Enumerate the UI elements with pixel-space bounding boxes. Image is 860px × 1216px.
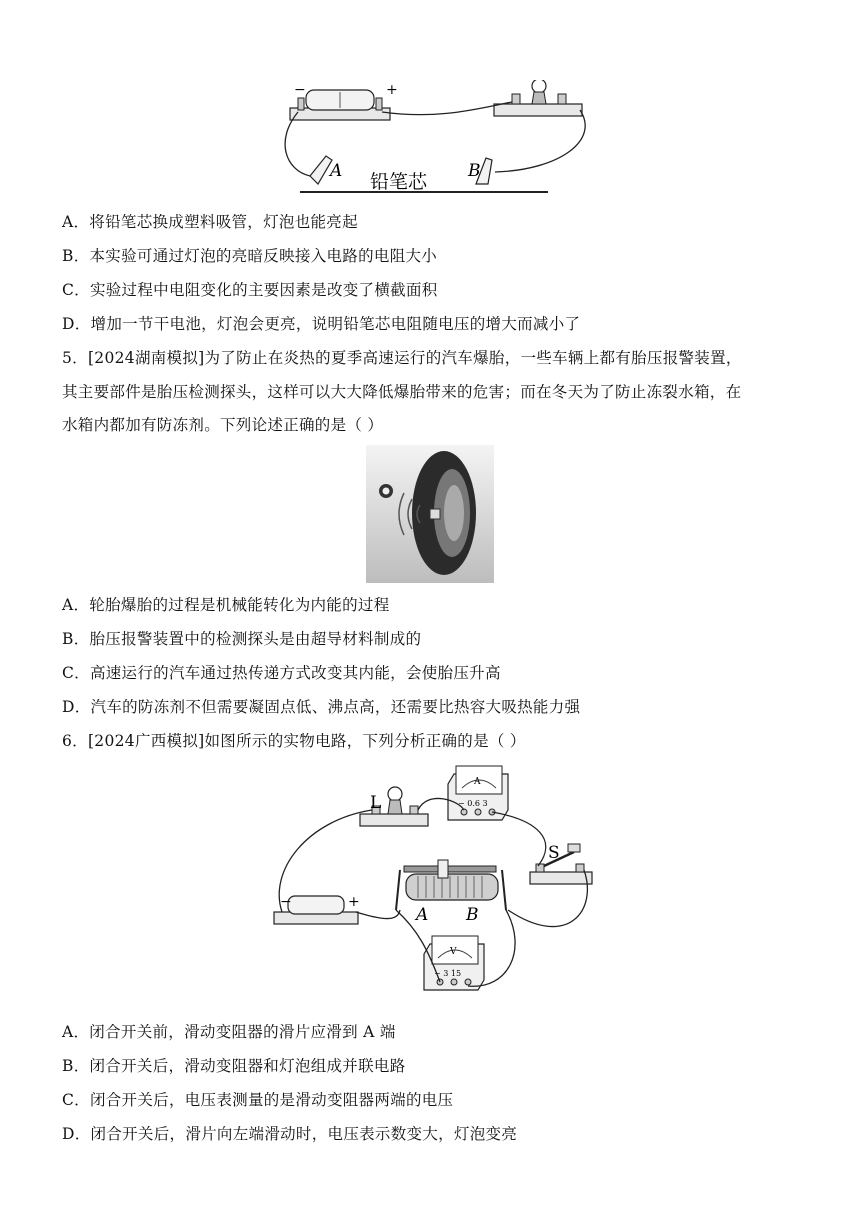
q4-option-d: D．增加一节干电池，灯泡会更亮，说明铅笔芯电阻随电压的增大而减小了 bbox=[62, 315, 581, 333]
lamp-board bbox=[360, 814, 428, 826]
lamp-bulb bbox=[532, 80, 546, 93]
q5-stem-line3: 水箱内都加有防冻剂。下列论述正确的是（ ） bbox=[62, 416, 384, 434]
switch-label: S bbox=[548, 843, 560, 863]
q5-stem-line1: 5．[2024湖南模拟]为了防止在炎热的夏季高速运行的汽车爆胎，一些车辆上都有胎压报警装置， bbox=[62, 349, 742, 367]
lamp-label: L bbox=[370, 793, 382, 813]
q6-option-c: C．闭合开关后，电压表测量的是滑动变阻器两端的电压 bbox=[62, 1091, 454, 1109]
q5-option-a: A．轮胎爆胎的过程是机械能转化为内能的过程 bbox=[62, 596, 390, 614]
wire-left bbox=[285, 112, 310, 176]
battery bbox=[288, 896, 344, 914]
q5-option-c: C．高速运行的汽车通过热传递方式改变其内能，会使胎压升高 bbox=[62, 664, 501, 682]
q5-option-d: D．汽车的防冻剂不但需要凝固点低、沸点高，还需要比热容大吸热能力强 bbox=[62, 698, 581, 716]
q4-option-b: B．本实验可通过灯泡的亮暗反映接入电路的电阻大小 bbox=[62, 247, 438, 265]
battery-minus-label: − bbox=[294, 82, 306, 98]
tire-pressure-sensor bbox=[430, 509, 440, 519]
clip-b-label: B bbox=[468, 161, 481, 181]
lamp-bulb bbox=[388, 787, 402, 801]
rheostat-b-label: B bbox=[466, 905, 479, 925]
q6-option-a: A．闭合开关前，滑动变阻器的滑片应滑到 A 端 bbox=[62, 1023, 396, 1041]
rheostat-rod bbox=[404, 866, 496, 872]
lamp-board bbox=[494, 104, 582, 116]
q5-option-b: B．胎压报警装置中的检测探头是由超导材料制成的 bbox=[62, 630, 422, 648]
tire-sensor-figure bbox=[366, 445, 494, 583]
rheostat-a-label: A bbox=[416, 905, 429, 925]
battery-plus-label: + bbox=[386, 82, 398, 98]
q5-stem-line2: 其主要部件是胎压检测探头，这样可以大大降低爆胎带来的危害；而在冬天为了防止冻裂水箱，在 bbox=[62, 383, 742, 401]
pencil-lead-circuit-figure bbox=[280, 80, 600, 200]
q6-option-d: D．闭合开关后，滑片向左端滑动时，电压表示数变大，灯泡变亮 bbox=[62, 1125, 518, 1143]
voltmeter-scale: − 3 15 bbox=[434, 969, 462, 978]
q6-option-b: B．闭合开关后，滑动变阻器和灯泡组成并联电路 bbox=[62, 1057, 406, 1075]
q4-option-a: A．将铅笔芯换成塑料吸管，灯泡也能亮起 bbox=[62, 213, 358, 231]
clip-a-label: A bbox=[330, 161, 343, 181]
switch-board bbox=[530, 872, 592, 884]
rheostat-coil bbox=[406, 874, 498, 900]
battery-plus-label: + bbox=[348, 894, 360, 910]
clip-a bbox=[310, 156, 332, 184]
q6-stem: 6．[2024广西模拟]如图所示的实物电路，下列分析正确的是（ ） bbox=[62, 732, 526, 750]
rheostat-slider bbox=[438, 860, 448, 878]
real-circuit-figure bbox=[268, 760, 598, 1012]
wire-right bbox=[495, 110, 585, 172]
q4-option-c: C．实验过程中电阻变化的主要因素是改变了横截面积 bbox=[62, 281, 438, 299]
voltmeter-symbol: V bbox=[450, 947, 457, 957]
ammeter-scale: − 0.6 3 bbox=[458, 799, 488, 808]
ammeter-symbol: A bbox=[474, 777, 481, 787]
pencil-lead-label: 铅笔芯 bbox=[370, 171, 428, 193]
battery-minus-label: − bbox=[280, 894, 292, 910]
